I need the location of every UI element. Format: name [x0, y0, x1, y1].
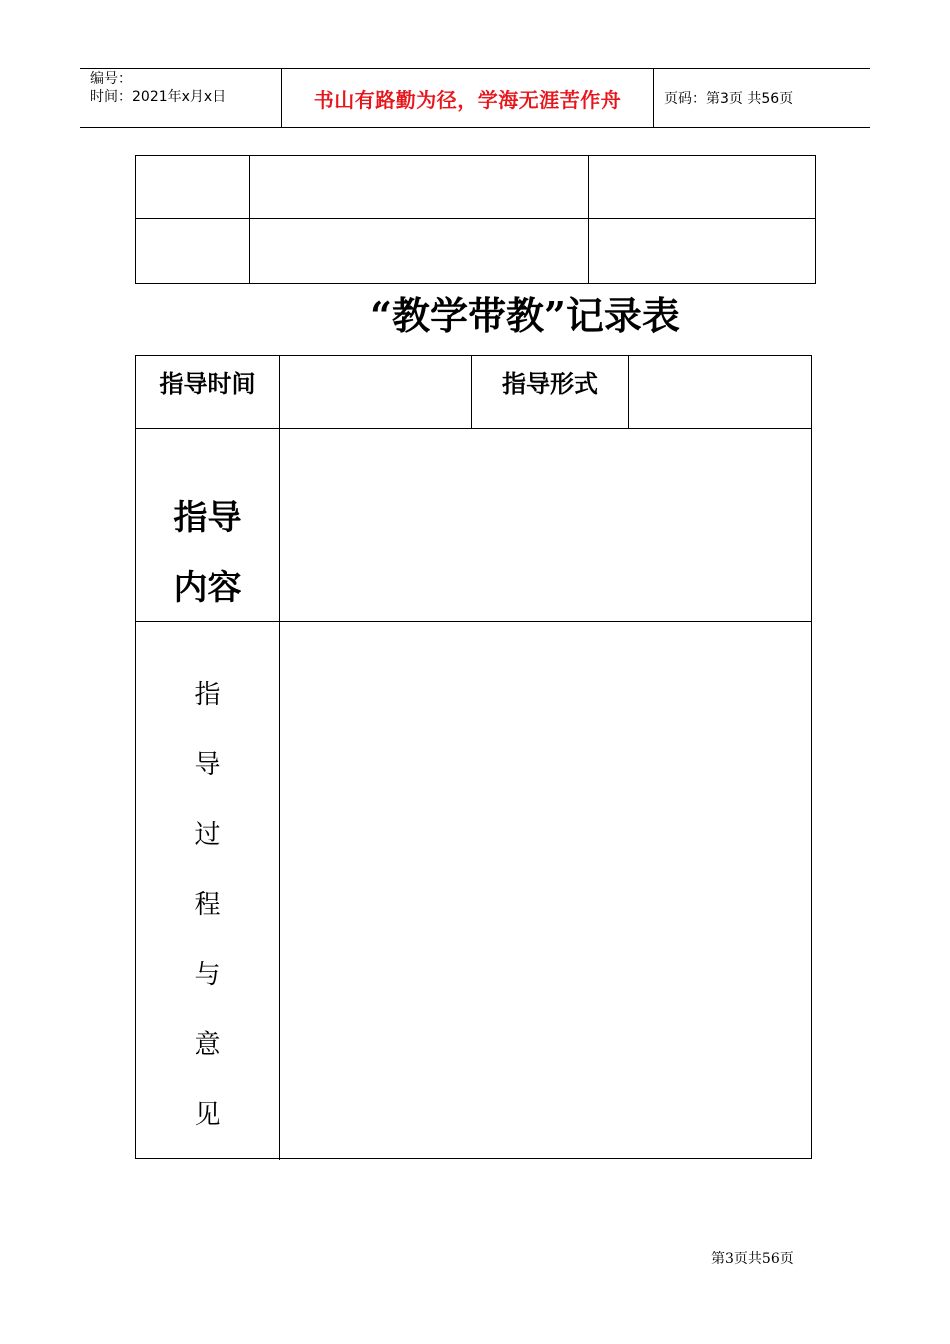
record-table [135, 355, 812, 1159]
motto-text: 书山有路勤为径，学海无涯苦作舟 [313, 87, 622, 112]
header-page-cell [654, 69, 870, 127]
guide-content-label-line1: 指导 [173, 498, 242, 538]
guide-time-field[interactable] [280, 356, 471, 428]
header-motto-cell [281, 69, 654, 127]
footer-page-number: 第3页共56页 [711, 1251, 794, 1267]
guide-process-char: 与 [194, 960, 221, 990]
page-header [80, 68, 870, 128]
guide-content-label [136, 483, 279, 623]
guide-process-char: 过 [194, 820, 221, 850]
table-divider [136, 218, 815, 219]
document-time-label: 时间：2021年x月x日 [90, 89, 227, 105]
table-divider [588, 156, 589, 283]
header-meta [80, 69, 281, 127]
guide-content-label-line2: 内容 [173, 568, 242, 608]
document-number-label: 编号： [90, 71, 132, 87]
guide-process-char: 指 [194, 680, 221, 710]
form-title: “教学带教”记录表 [370, 293, 680, 338]
guide-process-field[interactable] [280, 622, 811, 1158]
guide-content-field[interactable] [280, 429, 811, 621]
continuation-table [135, 155, 816, 284]
guide-form-field[interactable] [629, 356, 811, 428]
guide-process-char: 导 [194, 750, 221, 780]
guide-time-label: 指导时间 [159, 370, 256, 398]
guide-form-label: 指导形式 [502, 370, 598, 398]
guide-process-label [136, 660, 279, 1150]
table-divider [249, 156, 250, 283]
header-page-info: 页码：第3页 共56页 [664, 91, 794, 107]
guide-process-char: 意 [194, 1030, 221, 1060]
guide-process-char: 见 [194, 1100, 221, 1130]
guide-process-char: 程 [194, 890, 221, 920]
